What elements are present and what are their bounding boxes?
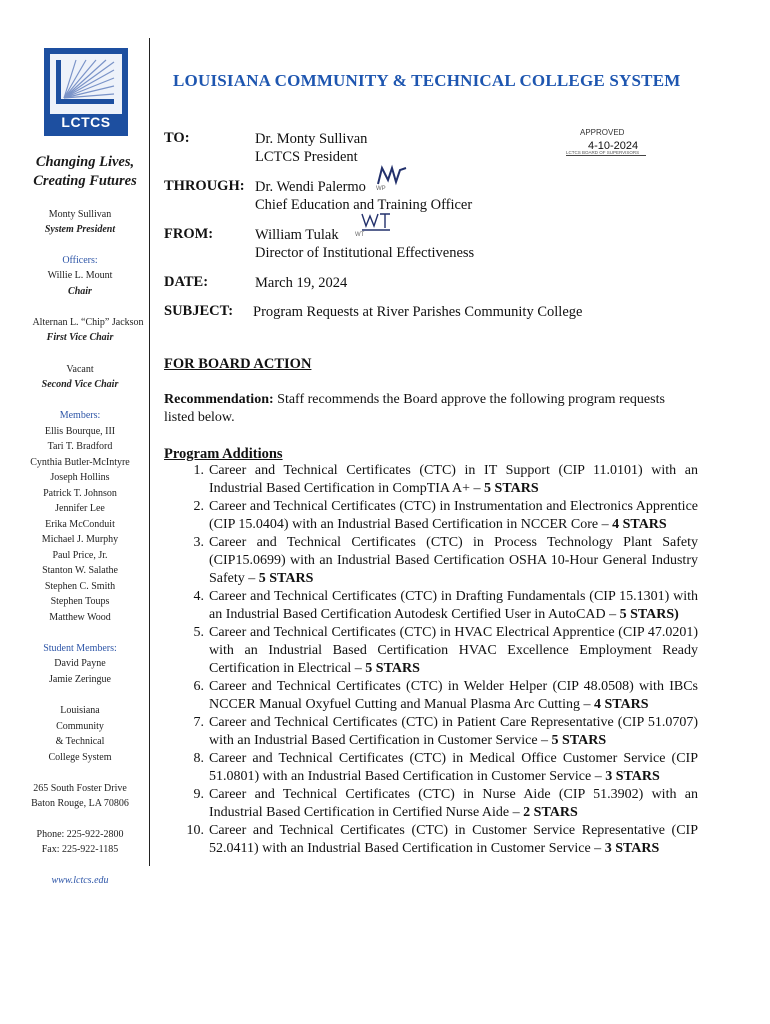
lctcs-logo xyxy=(44,48,128,136)
item-stars: 5 STARS xyxy=(258,571,314,586)
item-stars: 3 STARS xyxy=(605,769,660,784)
date-label: DATE: xyxy=(164,274,209,290)
item-text: Career and Technical Certificates (CTC) in Medical Office Customer Service (CIP 51.0801) with an Industrial Based Certification in Customer Service – xyxy=(209,751,698,784)
officer-role: First Vice Chair xyxy=(46,332,114,343)
item-number: 6. xyxy=(193,679,204,694)
item-stars: 4 STARS xyxy=(593,697,649,712)
officer-name: Willie L. Mount xyxy=(47,270,113,281)
org-line: Community xyxy=(56,720,104,732)
item-number: 1. xyxy=(193,463,204,478)
to-label: TO: xyxy=(164,130,190,146)
through-name: Dr. Wendi Palermo xyxy=(255,179,366,195)
approval-subtext: LCTCS BOARD OF SUPERVISORS xyxy=(566,150,640,155)
program-item xyxy=(178,714,698,750)
member-name: Stanton W. Salathe xyxy=(42,565,118,576)
through-title: Chief Education and Training Officer xyxy=(255,197,473,213)
member-name: Matthew Wood xyxy=(49,611,111,623)
program-item xyxy=(178,786,698,822)
approval-line xyxy=(566,155,646,156)
sidebar xyxy=(0,0,150,1024)
recommendation-text: Staff recommends the Board approve the following program requests listed below. xyxy=(164,392,665,425)
from-name: William Tulak xyxy=(255,227,339,243)
through-label: THROUGH: xyxy=(164,178,245,194)
program-list xyxy=(178,462,698,858)
item-stars: 5 STARS xyxy=(365,661,420,676)
officer-name: Alternan L. “Chip” Jackson xyxy=(32,317,144,328)
tagline-line-1: Changing Lives, xyxy=(35,154,135,170)
item-number: 7. xyxy=(193,715,204,730)
item-stars: 3 STARS xyxy=(604,841,660,856)
sidebar-divider xyxy=(149,38,150,866)
to-name: Dr. Monty Sullivan xyxy=(255,131,368,147)
student-member-name: David Payne xyxy=(54,658,106,669)
member-name: Tari T. Bradford xyxy=(47,441,113,452)
from-initials: WT xyxy=(355,232,365,238)
member-name: Erika McConduit xyxy=(45,518,115,530)
program-item xyxy=(178,588,698,624)
item-text: Career and Technical Certificates (CTC) in Drafting Fundamentals (CIP 15.1301) with an Industrial Based Certification Autodesk Certified User in AutoCAD – xyxy=(209,589,698,622)
president-title: System President xyxy=(44,224,116,235)
item-text: Career and Technical Certificates (CTC) in Customer Service Representative (CIP 52.0411) with an Industrial Based Certification in Customer Service – xyxy=(209,823,698,856)
recommendation xyxy=(164,391,698,427)
subject-label: SUBJECT: xyxy=(164,303,234,319)
item-text: Career and Technical Certificates (CTC) in Patient Care Representative (CIP 51.0707) with an Industrial Based Certification in Customer Service – xyxy=(209,715,698,748)
members-heading: Members: xyxy=(59,410,101,421)
item-stars: 5 STARS) xyxy=(619,607,679,622)
program-item xyxy=(178,678,698,714)
board-action-heading: FOR BOARD ACTION xyxy=(164,356,312,372)
item-number: 9. xyxy=(193,787,204,802)
item-text: Career and Technical Certificates (CTC) in Instrumentation and Electronics Apprentice (CIP 15.0404) with an Industrial Based Certification in NCCER Core – xyxy=(209,499,698,532)
member-name: Jennifer Lee xyxy=(55,503,105,514)
item-stars: 5 STARS xyxy=(484,481,539,496)
item-stars: 2 STARS xyxy=(523,805,578,820)
website-link[interactable]: www.lctcs.edu xyxy=(51,875,109,886)
from-title: Director of Institutional Effectiveness xyxy=(255,245,475,261)
program-item xyxy=(178,462,698,498)
program-item xyxy=(178,534,698,588)
to-title: LCTCS President xyxy=(255,149,358,165)
from-label: FROM: xyxy=(164,226,214,242)
logo-emblem xyxy=(50,54,122,114)
approval-date: 4-10-2024 xyxy=(588,140,639,152)
officer-role: Chair xyxy=(68,286,92,297)
program-item xyxy=(178,498,698,534)
phone: Phone: 225-922-2800 xyxy=(36,829,124,840)
item-text: Career and Technical Certificates (CTC) in HVAC Electrical Apprentice (CIP 47.0201) with an Industrial Based Certification HVAC Excellence Employment Ready Certification in Electrical – xyxy=(209,625,698,676)
address-line-2: Baton Rouge, LA 70806 xyxy=(31,798,129,809)
officers-heading: Officers: xyxy=(62,255,98,266)
member-name: Michael J. Murphy xyxy=(41,534,119,545)
item-stars: 4 STARS xyxy=(612,517,667,532)
officer-role: Second Vice Chair xyxy=(41,379,119,390)
date-value: March 19, 2024 xyxy=(255,275,348,291)
item-number: 8. xyxy=(193,751,204,766)
member-name: Joseph Hollins xyxy=(50,472,110,483)
item-text: Career and Technical Certificates (CTC) in Welder Helper (CIP 48.0508) with IBCs NCCER Manual Oxyfuel Cutting and Manual Plasma Arc Cutting – xyxy=(209,679,698,712)
from-signature xyxy=(360,210,392,236)
item-text: Career and Technical Certificates (CTC) in Process Technology Plant Safety (CIP15.0699) with an Industrial Based Certification OSHA 10-Hour General Industry Safety – xyxy=(209,535,698,586)
item-stars: 5 STARS xyxy=(551,733,607,748)
program-item xyxy=(178,624,698,678)
item-number: 4. xyxy=(193,589,204,604)
item-number: 3. xyxy=(193,535,204,550)
org-line: Louisiana xyxy=(60,705,100,716)
member-name: Stephen Toups xyxy=(50,596,110,607)
officer-name: Vacant xyxy=(66,364,94,375)
student-members-heading: Student Members: xyxy=(43,643,117,654)
subject-value: Program Requests at River Parishes Community College xyxy=(253,304,583,320)
member-name: Stephen C. Smith xyxy=(44,580,116,592)
recommendation-label: Recommendation: xyxy=(164,392,274,407)
item-text: Career and Technical Certificates (CTC) in Nurse Aide (CIP 51.3902) with an Industrial Based Certification in Certified Nurse Aide – xyxy=(209,787,698,820)
letterhead-title: LOUISIANA COMMUNITY & TECHNICAL COLLEGE SYSTEM xyxy=(173,71,681,90)
item-number: 2. xyxy=(193,499,204,514)
fax: Fax: 225-922-1185 xyxy=(41,844,119,855)
approval-label: APPROVED xyxy=(580,128,625,137)
through-initials: WP xyxy=(376,186,386,192)
address-line-1: 265 South Foster Drive xyxy=(33,783,127,794)
logo-text: LCTCS xyxy=(61,114,111,130)
member-name: Patrick T. Johnson xyxy=(43,487,117,499)
program-additions-heading: Program Additions xyxy=(164,446,283,462)
president-name: Monty Sullivan xyxy=(48,209,112,220)
tagline-line-2: Creating Futures xyxy=(33,173,137,189)
member-name: Paul Price, Jr. xyxy=(52,549,108,561)
approval-stamp xyxy=(566,128,646,158)
item-number: 10. xyxy=(186,823,204,838)
org-line: & Technical xyxy=(55,736,105,747)
org-line: College System xyxy=(48,751,112,763)
student-member-name: Jamie Zeringue xyxy=(49,674,111,685)
program-item xyxy=(178,822,698,858)
item-number: 5. xyxy=(193,625,204,640)
member-name: Ellis Bourque, III xyxy=(44,425,116,437)
member-name: Cynthia Butler-McIntyre xyxy=(30,456,130,468)
item-text: Career and Technical Certificates (CTC) in IT Support (CIP 11.0101) with an Industrial Based Certification in CompTIA A+ – xyxy=(209,463,698,496)
program-item xyxy=(178,750,698,786)
tagline xyxy=(20,153,150,191)
